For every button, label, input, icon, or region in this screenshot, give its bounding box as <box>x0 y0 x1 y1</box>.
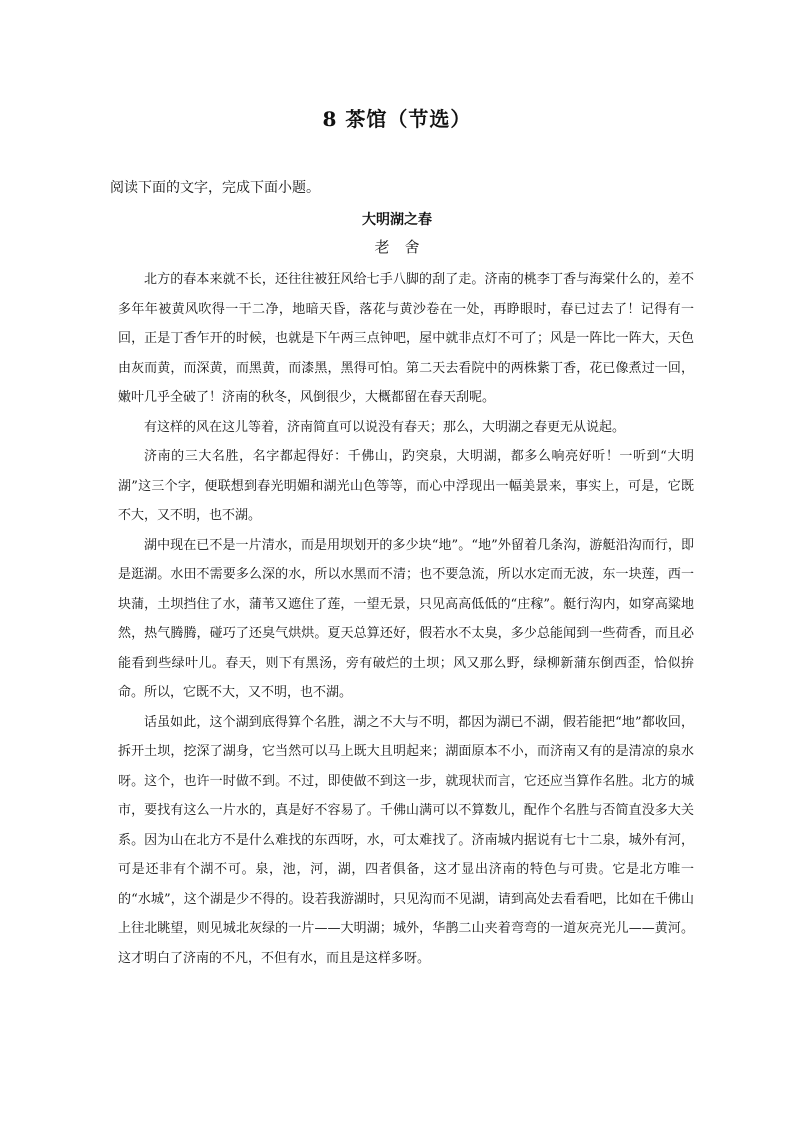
instruction-text: 阅读下面的文字，完成下面小题。 <box>110 180 320 196</box>
essay-author: 老 舍 <box>374 238 420 256</box>
essay-paragraph-1: 北方的春本来就不长，还往往被狂风给七手八脚的刮了走。济南的桃李丁香与海棠什么的，差不多年年被黄风吹得一干二净，地暗天昏，落花与黄沙卷在一处，再睁眼时，春已过去了！记得有一回，正是丁香乍开的时候，也就是下午两三点钟吧，屋中就非点灯不可了；风是一阵比一阵大，天色由灰而黄，而深黄，而黑黄，而漆黑，黑得可怕。第二天去看院中的两株紫丁香，花已像煮过一回，嫩叶几乎全破了！济南的秋冬，风倒很少，大概都留在春天刮呢。 <box>118 272 694 405</box>
essay-paragraph-2: 有这样的风在这儿等着，济南简直可以说没有春天；那么，大明湖之春更无从说起。 <box>144 419 626 435</box>
lesson-title: 8 茶馆（节选） <box>322 107 472 131</box>
essay-paragraph-5: 话虽如此，这个湖到底得算个名胜，湖之不大与不明，都因为湖已不湖，假若能把“地”都收回，拆开土坝，挖深了湖身，它当然可以马上既大且明起来；湖面原本不小，而济南又有的是清凉的泉水呀。这个，也许一时做不到。不过，即使做不到这一步，就现状而言，它还应当算作名胜。北方的城市，要找有这么一片水的，真是好不容易了。千佛山满可以不算数儿，配作个名胜与否简直没多大关系。因为山在北方不是什么难找的东西呀，水，可太难找了。济南城内据说有七十二泉，城外有河，可是还非有个湖不可。泉，池，河，湖，四者俱备，这才显出济南的特色与可贵。它是北方唯一的“水城”，这个湖是少不得的。设若我游湖时，只见沟而不见湖，请到高处去看看吧，比如在千佛山上往北眺望，则见城北灰绿的一片——大明湖；城外，华鹊二山夹着弯弯的一道灰亮光儿——黄河。这才明白了济南的不凡，不但有水，而且是这样多呀。 <box>118 714 694 966</box>
essay-title: 大明湖之春 <box>362 212 432 228</box>
essay-paragraph-4: 湖中现在已不是一片清水，而是用坝划开的多少块“地”。“地”外留着几条沟，游艇沿沟而行，即是逛湖。水田不需要多么深的水，所以水黑而不清；也不要急流，所以水定而无波，东一块莲，西一块蒲，土坝挡住了水，蒲苇又遮住了莲，一望无景，只见高高低低的“庄稼”。艇行沟内，如穿高粱地然，热气腾腾，碰巧了还臭气烘烘。夏天总算还好，假若水不太臭，多少总能闻到一些荷香，而且必能看到些绿叶儿。春天，则下有黑汤，旁有破烂的土坝；风又那么野，绿柳新蒲东倒西歪，恰似拚命。所以，它既不大，又不明，也不湖。 <box>118 537 694 700</box>
essay-body <box>118 265 694 973</box>
essay-paragraph-3: 济南的三大名胜，名字都起得好：千佛山，趵突泉，大明湖，都多么响亮好听！一听到“大明湖”这三个字，便联想到春光明媚和湖光山色等等，而心中浮现出一幅美景来，事实上，可是，它既不大，又不明，也不湖。 <box>118 449 694 523</box>
